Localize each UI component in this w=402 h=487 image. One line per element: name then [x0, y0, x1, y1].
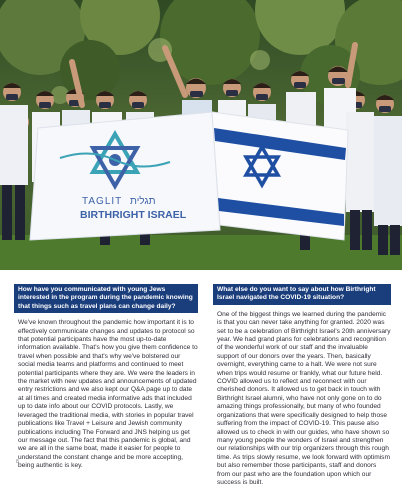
- flag-hebrew-text: תגלית: [130, 196, 156, 207]
- page-number: 8: [16, 459, 19, 465]
- question-heading-navigation: What else do you want to say about how Birthright Israel navigated the COVID-19 situation?: [213, 284, 391, 305]
- left-column: [14, 284, 198, 471]
- right-column: [213, 284, 391, 487]
- flag-brand-name: BIRTHRIGHT ISRAEL: [80, 209, 187, 221]
- israel-flag: [212, 112, 348, 240]
- answer-paragraph-navigation: One of the biggest things we learned during the pandemic is that you can never take anything for granted. 2020 was set to be a celebration of Birthright Israel's 20th anniversary year. We had grand plans for celebrations and recognition of the wonderful work of our staff and the invaluable support of our donors over the years. Then, basically overnight, everything came to a halt. We were not sure when trips would resume or frankly, what our future held. COVID allowed us to reflect and reconnect with our cherished donors. It allowed us to get back in touch with Birthright Israel alumni, who have not only gone on to do amazing things professionally, but many of who founded organizations that were specifically designed to help those suffering from the impact of COVID-19. This pause also allowed us to check in with our guides, who have shown so many young people the wonders of Israel and strengthen our relationships with our trip organizers through this rough time. As trips slowly resume, we look forward with optimism but also remember those participants, staff and donors from our past who are the foundation upon which our success is built.: [217, 310, 391, 486]
- flag-brand-top: TAGLIT: [82, 196, 123, 207]
- question-heading-communication: How have you communicated with young Jews interested in the program during the pandemic knowing that things such as travel plans can change daily?: [14, 284, 198, 313]
- answer-paragraph-communication: We've known throughout the pandemic how important it is to effectively communicate changes and updates to protocol so that potential participants have the most up-to-date information available. That's how you give them confidence to travel when possible and that's why we've bolstered our social media teams and platforms and continued to meet potential participants where they are. We were the leaders in the market with new updates and announcements of updated entry restrictions and we also kept our Q&A page up to date at all times and created media informative ads that included up to date info about our COVID protocols. Lastly, we leveraged the traditional media, with stories in popular travel publications like Travel + Leisure and Jewish community publications including The Forward and JNS helping us get our message out. The fact that this pandemic is global, and we are all in the same boat, made it easier for people to understand the constant change and be more accepting, being authentic is key.: [18, 319, 198, 470]
- taglit-banner: [30, 112, 220, 240]
